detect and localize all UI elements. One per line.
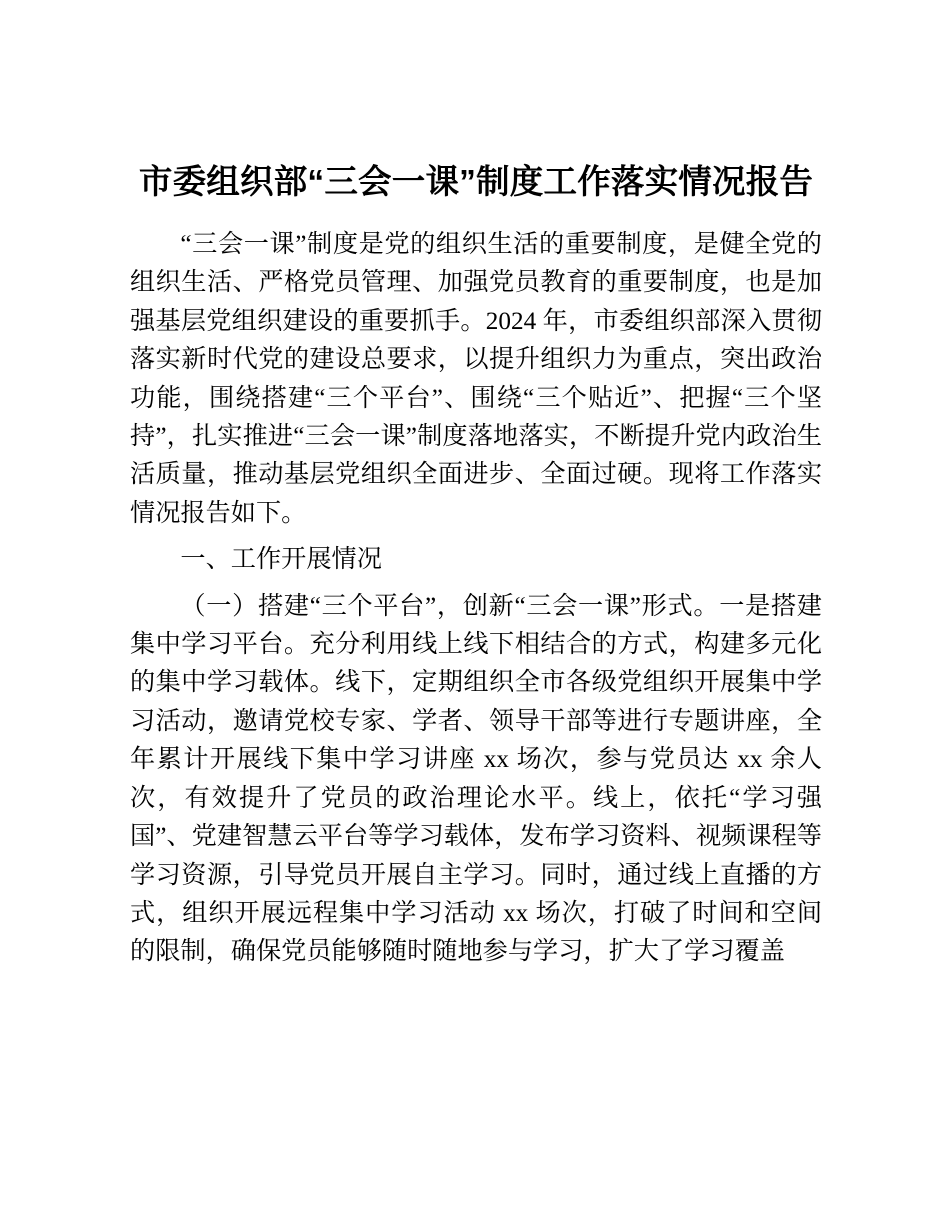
page-title: 市委组织部“三会一课”制度工作落实情况报告	[138, 164, 814, 201]
paragraph-section-1-1: （一）搭建“三个平台”，创新“三会一课”形式。一是搭建集中学习平台。充分利用线上线下相结合的方式，构建多元化的集中学习载体。线下，定期组织全市各级党组织开展集中学习活动，邀请党校专家、学者、领导干部等进行专题讲座，全年累计开展线下集中学习讲座 xx 场次，参与党员达 xx 余人次，有效提升了党员的政治理论水平。线上，依托“学习强国”、党建智慧云平台等学习载体，发布学习资料、视频课程等学习资源，引导党员开展自主学习。同时，通过线上直播的方式，组织开展远程集中学习活动 xx 场次，打破了时间和空间的限制，确保党员能够随时随地参与学习，扩大了学习覆盖	[130, 592, 822, 966]
paragraph-spacer-2	[130, 580, 822, 588]
document-body	[130, 160, 822, 972]
paragraph-intro: “三会一课”制度是党的组织生活的重要制度，是健全党的组织生活、严格党员管理、加强党员教育的重要制度，也是加强基层党组织建设的重要抓手。2024 年，市委组织部深入贯彻落实新时代党的建设总要求，以提升组织力为重点，突出政治功能，围绕搭建“三个平台”、围绕“三个贴近”、把握“三个坚持”，扎实推进“三会一课”制度落地落实，不断提升党内政治生活质量，推动基层党组织全面进步、全面过硬。现将工作落实情况报告如下。	[130, 231, 822, 527]
section-heading-1: 一、工作开展情况	[180, 546, 382, 574]
paragraph-spacer-1	[130, 533, 822, 541]
title-body-spacer	[130, 212, 822, 226]
